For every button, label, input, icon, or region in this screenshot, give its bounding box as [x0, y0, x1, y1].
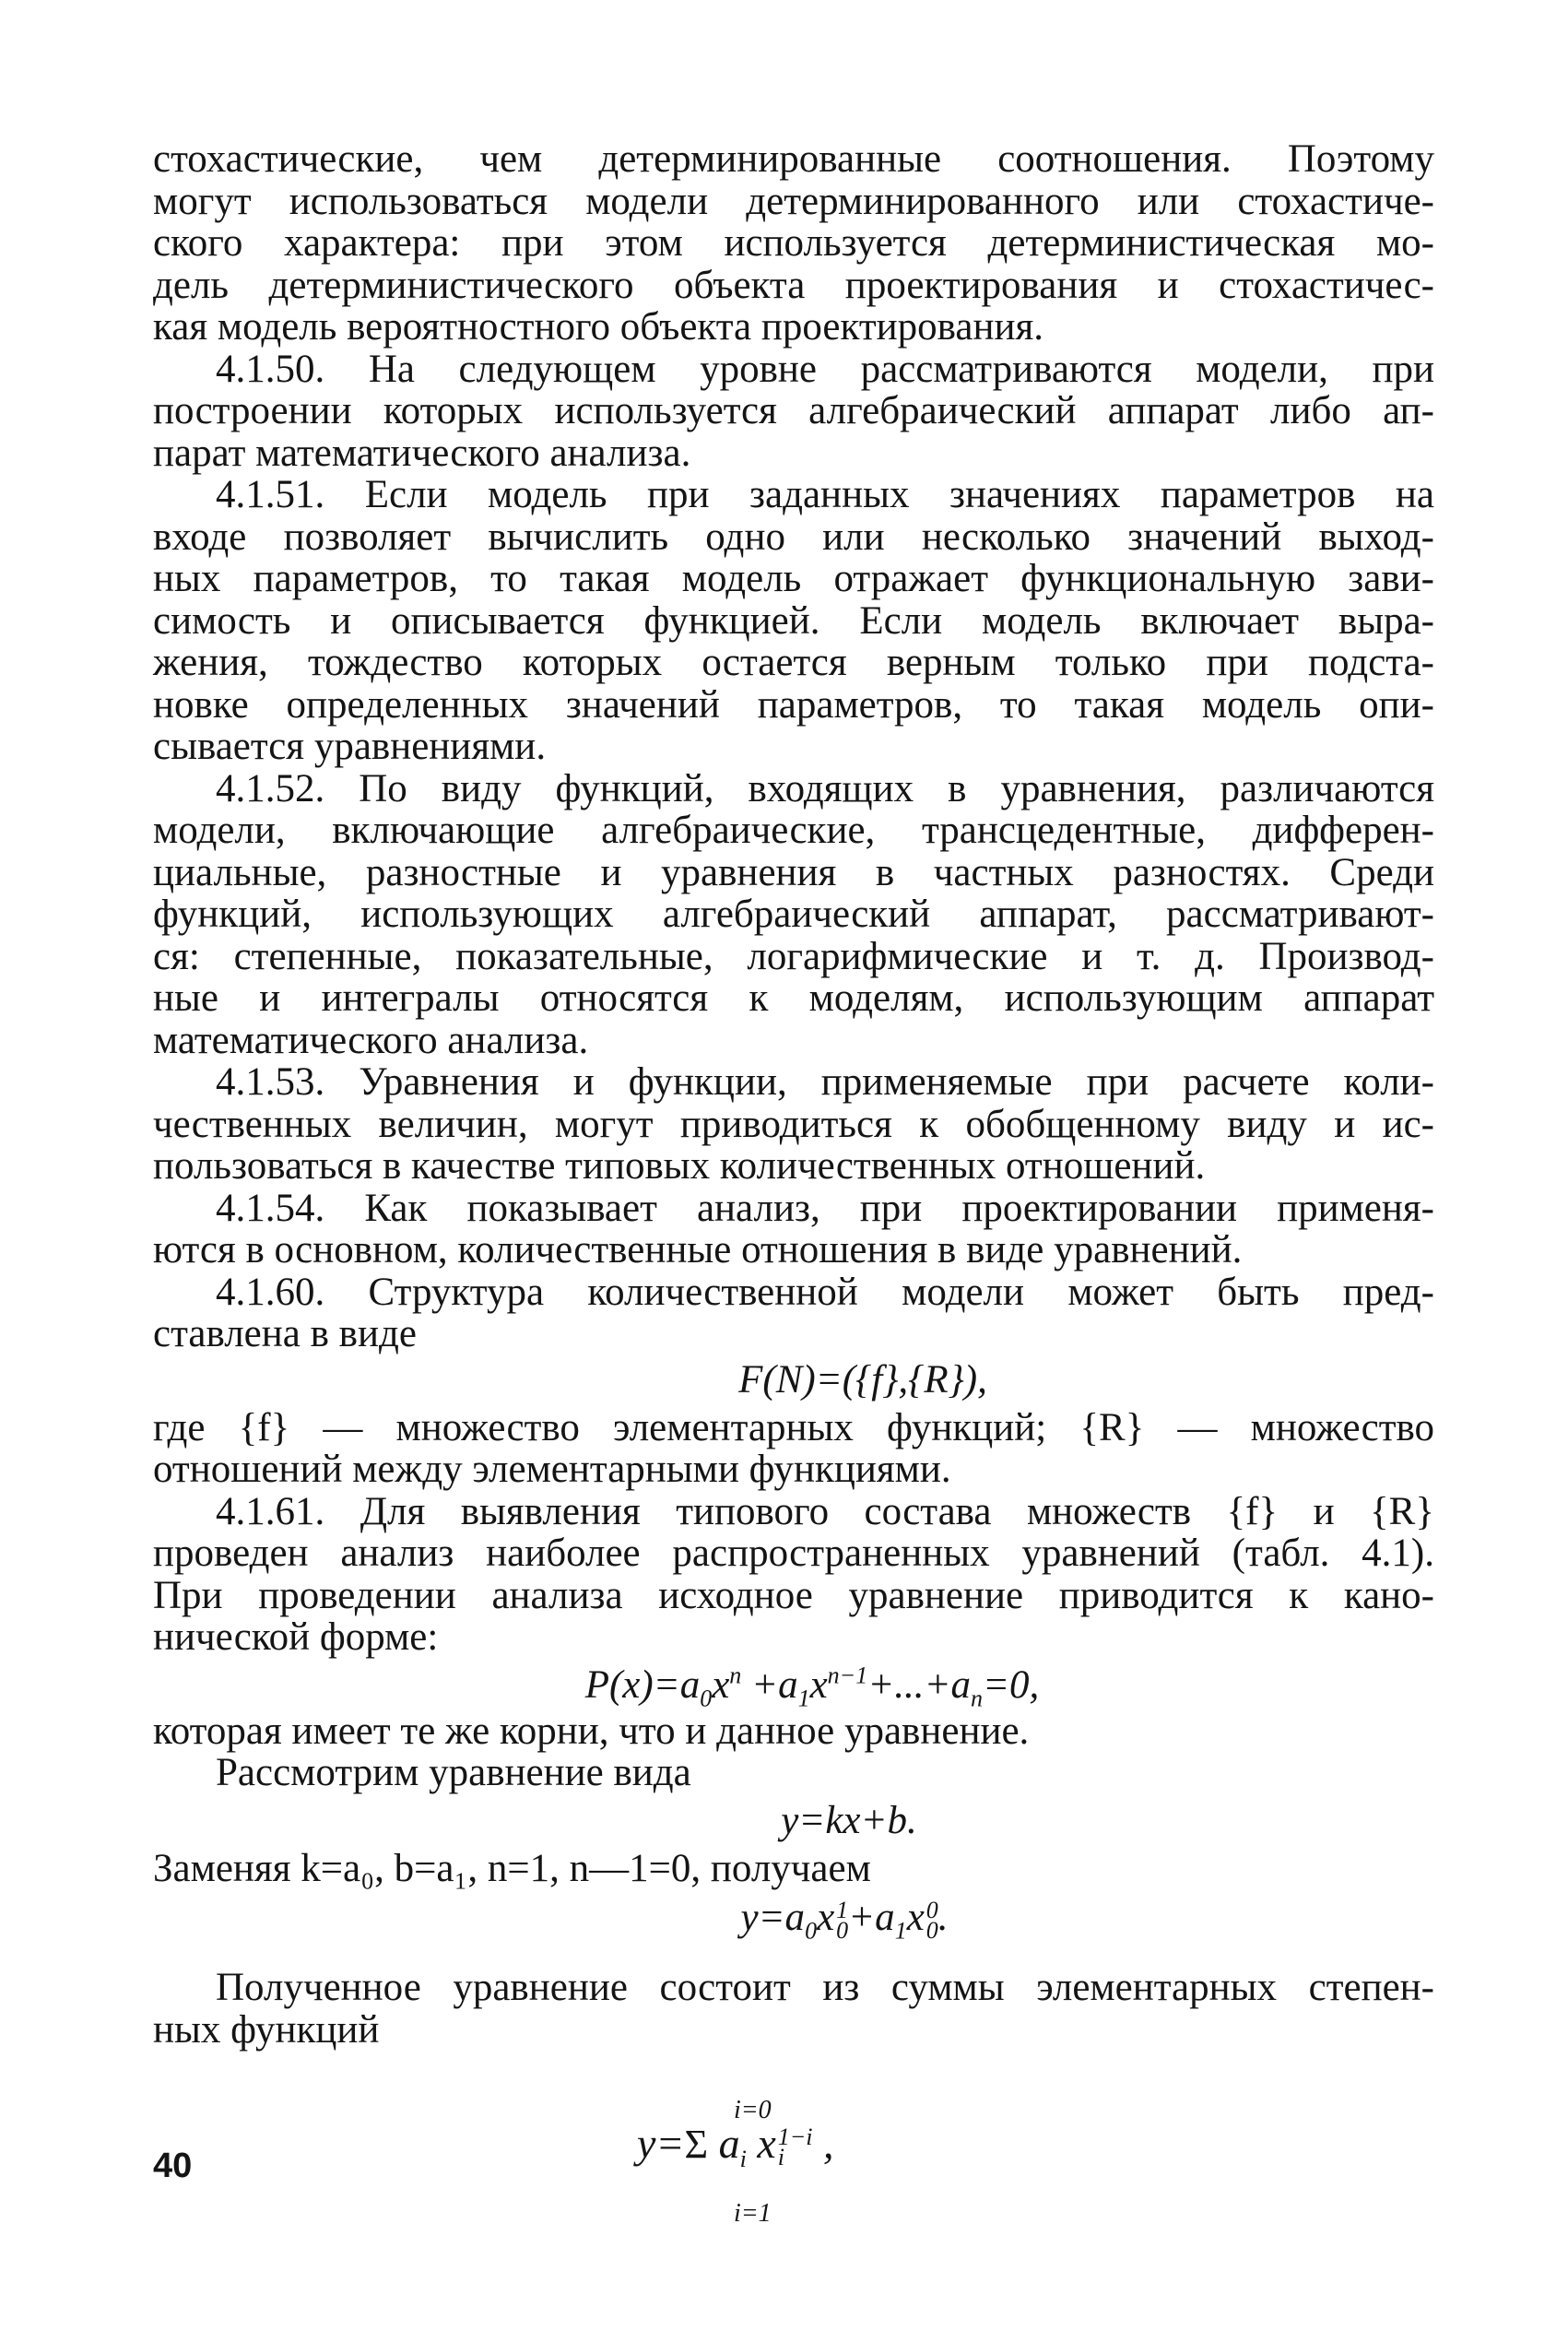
text-line: нической форме: [153, 1615, 439, 1659]
formula-expanded: $y=a_0x$ 1 0 $+a_1x$ 0 0 . [740, 1896, 949, 1945]
text-line: ставлена в виде [153, 1312, 417, 1355]
text-line: 4.1.61. Для выявления типового состава множеств {f} и {R} [216, 1489, 1434, 1533]
sum-lower-limit: i=1 [734, 2199, 772, 2228]
formula-structure: F(N)=({f},{R}), [738, 1357, 987, 1402]
text-line: сывается уравнениями. [153, 725, 547, 768]
text-line: построении которых используется алгебраический аппарат либо ап- [153, 389, 1434, 432]
text-line: проведен анализ наиболее распространенных уравнений (табл. 4.1). [153, 1532, 1434, 1575]
text-line: чественных величин, могут приводиться к обобщенному виду и ис- [153, 1102, 1434, 1146]
sigma-symbol: Σ [684, 2122, 709, 2167]
text-line: Полученное уравнение состоит из суммы элементарных степен- [216, 1966, 1434, 2009]
text-line: Рассмотрим уравнение вида [216, 1751, 691, 1794]
text-line: циальные, разностные и уравнения в частных разностях. Среди [153, 850, 1434, 894]
text-line: ского характера: при этом используется детерминистическая мо- [153, 221, 1434, 265]
paragraphs-block-1 [153, 138, 1434, 1355]
text-line: новке определенных значений параметров, то такая модель опи- [153, 682, 1434, 727]
text-line: ных параметров, то такая модель отражает функциональную зави- [153, 557, 1434, 600]
text-line: кая модель вероятностного объекта проектирования. [153, 305, 1044, 349]
sum-upper-limit: i=0 [734, 2096, 772, 2124]
text-line: модели, включающие алгебраические, трансцедентные, дифферен- [153, 809, 1434, 852]
paragraphs-block-2 [153, 1407, 1434, 1659]
text-line: которая имеет те же корни, что и данное уравнение. [153, 1709, 1030, 1753]
text-line: дель детерминистического объекта проектирования и стохастичес- [153, 263, 1434, 307]
text-line: 4.1.51. Если модель при заданных значениях параметров на [216, 473, 1434, 516]
paragraphs-block-4 [153, 1967, 1434, 2051]
text-line: ных функций [153, 2007, 380, 2052]
text-line: 4.1.50. На следующем уровне рассматриваются модели, при [216, 347, 1434, 391]
page-body [153, 138, 1434, 2241]
text-line: 4.1.54. Как показывает анализ, при проектировании применя- [216, 1186, 1434, 1230]
formula-canonical-form: $P(x)=a_0x^n +a_1x^{n-1}+...+a_n=0$, [584, 1662, 1040, 1712]
text-line: пользоваться в качестве типовых количественных отношений. [153, 1144, 1206, 1188]
text-line: ются в основном, количественные отношения в виде уравнений. [153, 1228, 1243, 1271]
text-line: где {f} — множество элементарных функций; {R} — множество [153, 1405, 1434, 1449]
text-line: функций, использующих алгебраический аппарат, рассматривают- [153, 893, 1434, 936]
replacement-line: Заменяя k=a₀, b=a₁, n=1, n—1=0, получаем [153, 1846, 871, 1890]
formula-linear: y=kx+b. [781, 1798, 917, 1842]
text-line: математического анализа. [153, 1018, 589, 1062]
text-line: парат математического анализа. [153, 431, 691, 475]
formula-sum: i=0 y=Σ $a_i$ x 1−i i , i=1 [153, 2084, 1434, 2241]
text-line: ные и интегралы относятся к моделям, использующим аппарат [153, 976, 1434, 1020]
page-number: 40 [153, 2147, 193, 2185]
text-line: отношений между элементарными функциями. [153, 1448, 951, 1491]
text-line: жения, тождество которых остается верным только при подста- [153, 641, 1434, 684]
text-line: симость и описывается функцией. Если модель включает выра- [153, 598, 1434, 643]
text-line: При проведении анализа исходное уравнение приводится к кано- [153, 1573, 1434, 1617]
text-line: 4.1.52. По виду функций, входящих в уравнения, различаются [216, 766, 1434, 810]
text-line: ся: степенные, показательные, логарифмические и т. д. Производ- [153, 934, 1434, 978]
text-line: стохастические, чем детерминированные соотношения. Поэтому [153, 137, 1434, 181]
paragraphs-block-3 [153, 1710, 1434, 1794]
text-line: 4.1.60. Структура количественной модели может быть пред- [216, 1270, 1434, 1314]
text-line: входе позволяет вычислить одно или несколько значений выход- [153, 514, 1434, 559]
text-line: 4.1.53. Уравнения и функции, применяемые при расчете коли- [216, 1060, 1434, 1104]
text-line: могут использоваться модели детерминированного или стохастиче- [153, 179, 1434, 223]
